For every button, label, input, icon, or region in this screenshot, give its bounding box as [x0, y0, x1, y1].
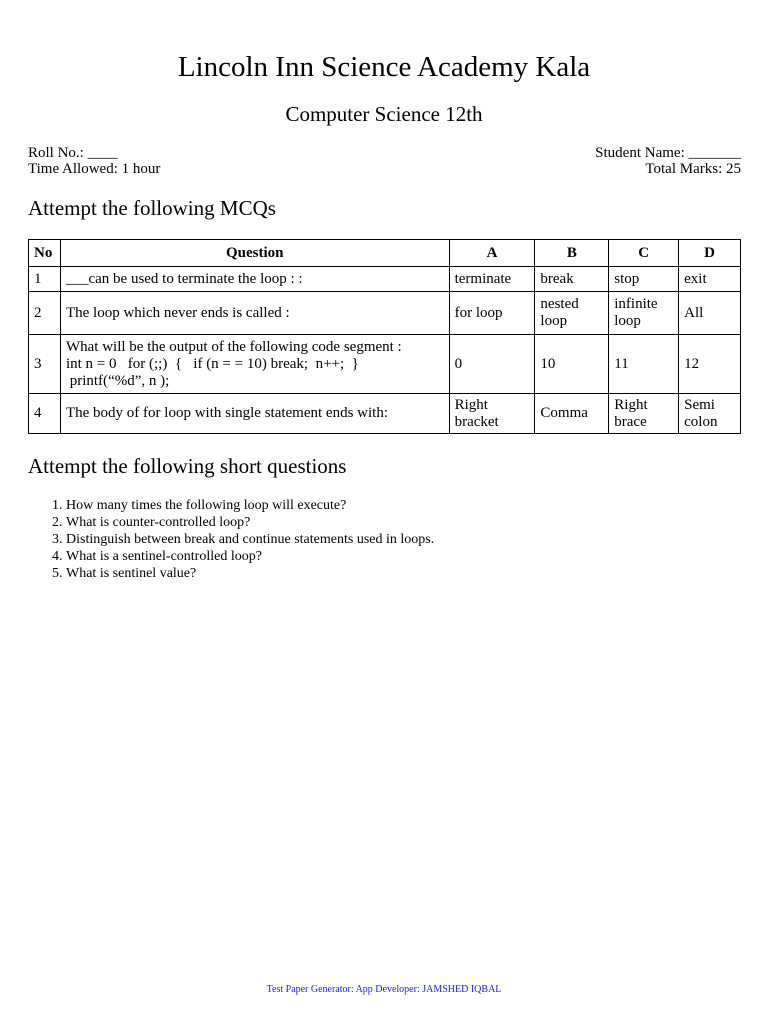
- info-row-2: [28, 161, 741, 178]
- short-section-heading: Attempt the following short questions: [28, 454, 347, 478]
- footer-credit: Test Paper Generator: App Developer: JAMSHED IQBAL: [266, 984, 502, 995]
- option-b: 10: [535, 335, 609, 394]
- table-row: [29, 292, 741, 335]
- list-item: 1. How many times the following loop will execute?: [66, 497, 434, 514]
- short-questions-list: [28, 497, 434, 582]
- option-d: 12: [679, 335, 741, 394]
- option-d: exit: [679, 267, 741, 292]
- option-a: terminate: [449, 267, 535, 292]
- question-code-line: int n = 0 for (;;) { if (n = = 10) break; n++; }: [65, 355, 359, 372]
- col-header-d: D: [679, 240, 741, 267]
- option-d: Semi colon: [679, 394, 741, 434]
- question-text: [60, 335, 449, 394]
- option-d: All: [679, 292, 741, 335]
- option-a: for loop: [449, 292, 535, 335]
- question-line: The loop which never ends is called :: [65, 304, 290, 321]
- option-a: Right bracket: [449, 394, 535, 434]
- col-header-c: C: [609, 240, 679, 267]
- question-number: 1: [29, 267, 61, 292]
- school-title: Lincoln Inn Science Academy Kala: [177, 51, 591, 83]
- table-row: [29, 394, 741, 434]
- option-c: infinite loop: [609, 292, 679, 335]
- question-text: [60, 292, 449, 335]
- option-c: 11: [609, 335, 679, 394]
- list-item: 5. What is sentinel value?: [66, 565, 434, 582]
- option-c: Right brace: [609, 394, 679, 434]
- col-header-question: Question: [60, 240, 449, 267]
- mcq-section-heading: Attempt the following MCQs: [28, 196, 276, 220]
- question-text: [60, 394, 449, 434]
- question-number: 3: [29, 335, 61, 394]
- list-item: 4. What is a sentinel-controlled loop?: [66, 548, 434, 565]
- question-text: [60, 267, 449, 292]
- question-number: 4: [29, 394, 61, 434]
- time-allowed-label: Time Allowed: 1 hour: [28, 161, 161, 177]
- question-line: What will be the output of the following code segment :: [65, 338, 402, 355]
- option-b: nested loop: [535, 292, 609, 335]
- table-row: [29, 335, 741, 394]
- question-number: 2: [29, 292, 61, 335]
- option-c: stop: [609, 267, 679, 292]
- table-row: [29, 267, 741, 292]
- col-header-a: A: [449, 240, 535, 267]
- list-item: 2. What is counter-controlled loop?: [66, 514, 434, 531]
- total-marks-label: Total Marks: 25: [645, 161, 741, 177]
- mcq-table: [28, 239, 741, 434]
- question-line: ___can be used to terminate the loop : :: [65, 270, 303, 287]
- col-header-b: B: [535, 240, 609, 267]
- option-b: Comma: [535, 394, 609, 434]
- option-b: break: [535, 267, 609, 292]
- subject-title: Computer Science 12th: [285, 102, 483, 126]
- student-name-label: Student Name: _______: [595, 145, 741, 161]
- mcq-header-row: [29, 240, 741, 267]
- list-item: 3. Distinguish between break and continue statements used in loops.: [66, 531, 434, 548]
- option-a: 0: [449, 335, 535, 394]
- roll-no-label: Roll No.: ____: [28, 145, 118, 161]
- info-row-1: [28, 145, 741, 162]
- question-line: The body of for loop with single statement ends with:: [65, 405, 388, 421]
- question-code-line: printf(“%d”, n );: [65, 372, 170, 389]
- col-header-no: No: [29, 240, 61, 267]
